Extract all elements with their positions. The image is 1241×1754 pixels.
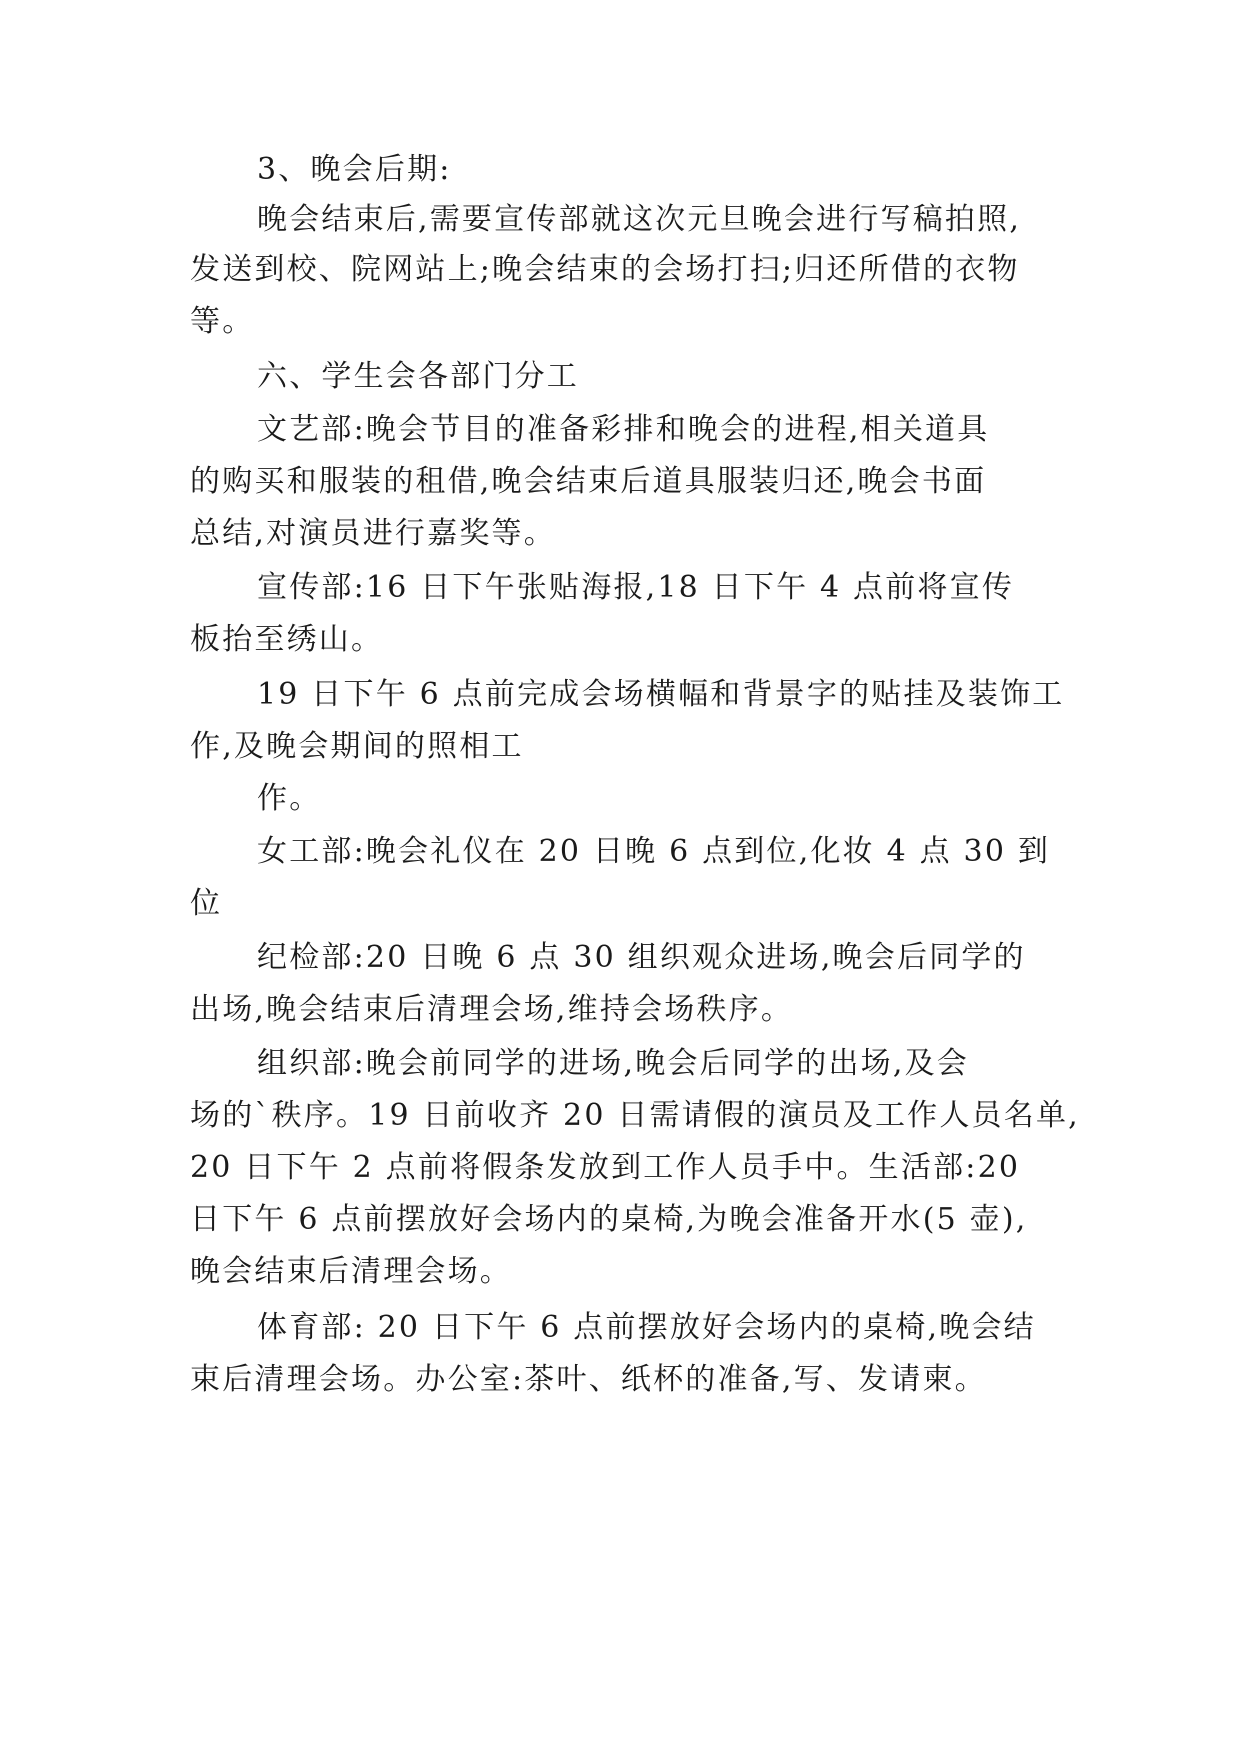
paragraph-line: 发送到校、院网站上;晚会结束的会场打扫;归还所借的衣物 [190,252,1020,287]
paragraph-line: 体育部: 20 日下午 6 点前摆放好会场内的桌椅,晚会结 [257,1310,1036,1345]
paragraph-line: 束后清理会场。办公室:茶叶、纸杯的准备,写、发请柬。 [190,1362,987,1397]
paragraph-line: 作。 [257,781,322,816]
paragraph-line: 日下午 6 点前摆放好会场内的桌椅,为晚会准备开水(5 壶), [190,1202,1028,1237]
paragraph-line: 板抬至绣山。 [190,622,384,657]
paragraph-line: 场的`秩序。19 日前收齐 20 日需请假的演员及工作人员名单, [190,1098,1080,1133]
paragraph-line: 晚会结束后,需要宣传部就这次元旦晚会进行写稿拍照, [257,202,1022,237]
paragraph-line: 组织部:晚会前同学的进场,晚会后同学的出场,及会 [257,1046,969,1081]
paragraph-line: 的购买和服装的租借,晚会结束后道具服装归还,晚会书面 [190,464,987,499]
paragraph-line: 纪检部:20 日晚 6 点 30 组织观众进场,晚会后同学的 [257,940,1026,975]
paragraph-line: 女工部:晚会礼仪在 20 日晚 6 点到位,化妆 4 点 30 到 [257,834,1051,869]
paragraph-line: 总结,对演员进行嘉奖等。 [190,516,556,551]
section-heading-departments: 六、学生会各部门分工 [257,359,579,394]
subsection-heading-post-event: 3、晚会后期: [257,152,452,187]
paragraph-line: 宣传部:16 日下午张贴海报,18 日下午 4 点前将宣传 [257,570,1015,605]
paragraph-line: 作,及晚会期间的照相工 [190,729,524,764]
paragraph-line: 20 日下午 2 点前将假条发放到工作人员手中。生活部:20 [190,1150,1021,1185]
paragraph-line: 文艺部:晚会节目的准备彩排和晚会的进程,相关道具 [257,412,990,447]
paragraph-line: 晚会结束后清理会场。 [190,1254,512,1289]
paragraph-line: 19 日下午 6 点前完成会场横幅和背景字的贴挂及装饰工 [257,677,1065,712]
paragraph-line: 位 [190,886,223,921]
paragraph-line: 等。 [190,304,255,339]
paragraph-line: 出场,晚会结束后清理会场,维持会场秩序。 [190,992,794,1027]
